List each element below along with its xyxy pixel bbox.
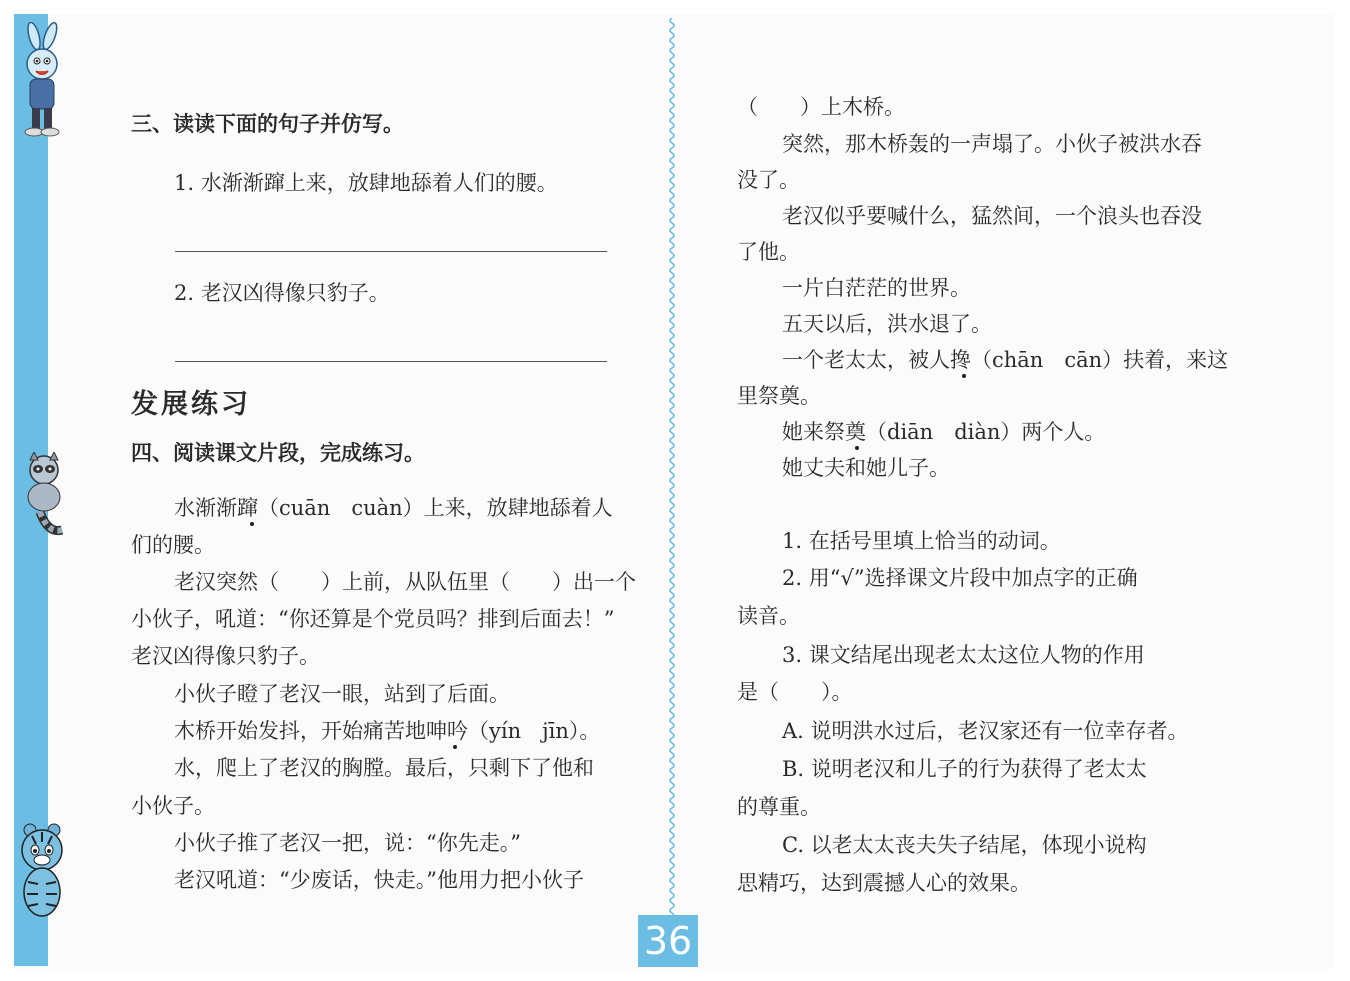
answer-line-2[interactable] <box>175 361 607 362</box>
tiger-mascot-icon <box>12 822 72 922</box>
option-b: B. 说明老汉和儿子的行为获得了老太太 <box>782 757 1147 781</box>
passage-line: 小伙子推了老汉一把，说：“你先走。” <box>174 831 521 855</box>
page-number: 36 <box>638 915 698 967</box>
option-a: A. 说明洪水过后，老汉家还有一位幸存者。 <box>782 719 1189 743</box>
option-c-continued: 思精巧，达到震撼人心的效果。 <box>737 871 1031 895</box>
emphasis-dot <box>250 522 254 526</box>
rabbit-mascot-icon <box>12 22 72 142</box>
exercise-item-1: 1. 水渐渐蹿上来，放肆地舔着人们的腰。 <box>174 171 558 195</box>
exercise-item-2: 2. 老汉凶得像只豹子。 <box>174 281 390 305</box>
option-c: C. 以老太太丧夫失子结尾，体现小说构 <box>782 833 1147 857</box>
raccoon-mascot-icon <box>14 452 74 540</box>
question-line: 读音。 <box>737 604 800 628</box>
page-divider <box>664 18 680 918</box>
emphasis-dot <box>855 446 859 450</box>
passage-line: 们的腰。 <box>131 533 215 557</box>
passage-line: 水，爬上了老汉的胸膛。最后，只剩下了他和 <box>174 756 594 780</box>
passage-line: （ ）上木桥。 <box>737 95 905 119</box>
question-line: 是（ ）。 <box>737 680 853 704</box>
passage-line: 了他。 <box>737 240 800 264</box>
passage-line: 木桥开始发抖，开始痛苦地呻吟（yín jīn）。 <box>174 719 601 743</box>
section3-title: 三、读读下面的句子并仿写。 <box>131 112 404 136</box>
question-line: 3. 课文结尾出现老太太这位人物的作用 <box>782 643 1145 667</box>
option-b-continued: 的尊重。 <box>737 795 821 819</box>
passage-line: 一个老太太，被人搀（chān cān）扶着，来这 <box>782 348 1229 372</box>
passage-line: 小伙子瞪了老汉一眼，站到了后面。 <box>174 682 510 706</box>
passage-line: 突然，那木桥轰的一声塌了。小伙子被洪水吞 <box>782 132 1202 156</box>
passage-line: 小伙子。 <box>131 794 215 818</box>
development-practice-title: 发展练习 <box>131 389 251 420</box>
passage-line: 老汉似乎要喊什么，猛然间，一个浪头也吞没 <box>782 204 1202 228</box>
section4-title: 四、阅读课文片段，完成练习。 <box>131 441 425 465</box>
passage-line: 里祭奠。 <box>737 384 821 408</box>
passage-line: 她丈夫和她儿子。 <box>782 456 950 480</box>
passage-line: 五天以后，洪水退了。 <box>782 312 992 336</box>
passage-line: 老汉吼道：“少废话，快走。”他用力把小伙子 <box>174 868 584 892</box>
passage-line: 一片白茫茫的世界。 <box>782 276 971 300</box>
emphasis-dot <box>962 374 966 378</box>
passage-line: 老汉突然（ ）上前，从队伍里（ ）出一个 <box>174 570 636 594</box>
question-line: 1. 在括号里填上恰当的动词。 <box>782 529 1061 553</box>
question-line: 2. 用“√”选择课文片段中加点字的正确 <box>782 566 1138 590</box>
passage-line: 没了。 <box>737 168 800 192</box>
emphasis-dot <box>453 745 457 749</box>
passage-line: 她来祭奠（diān diàn）两个人。 <box>782 420 1106 444</box>
passage-line: 老汉凶得像只豹子。 <box>131 644 320 668</box>
passage-line: 小伙子，吼道：“你还算是个党员吗？排到后面去！” <box>131 607 615 631</box>
passage-line: 水渐渐蹿（cuān cuàn）上来，放肆地舔着人 <box>174 496 613 520</box>
answer-line-1[interactable] <box>175 251 607 252</box>
